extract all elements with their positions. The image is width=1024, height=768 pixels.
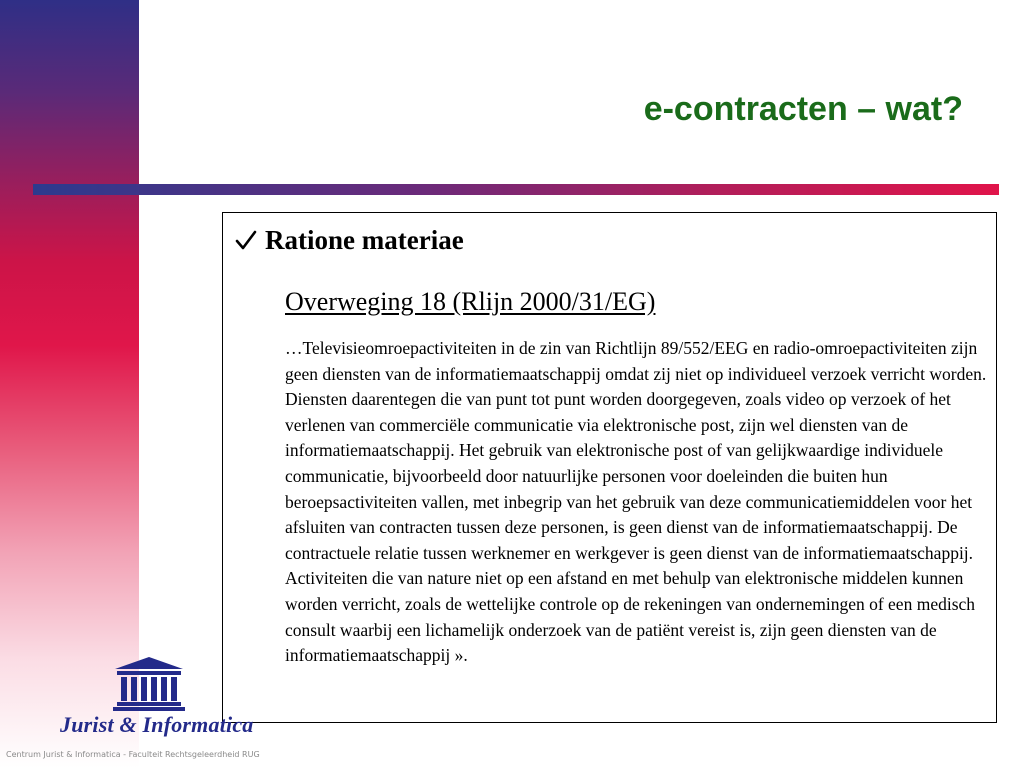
- section-heading: [235, 225, 464, 256]
- subheading-link: Overweging 18 (Rlijn 2000/31/EG): [285, 287, 656, 316]
- checkmark-icon: [235, 229, 257, 251]
- temple-icon: [111, 655, 187, 711]
- footer-text: Centrum Jurist & Informatica - Faculteit Rechtsgeleerdheid RUG: [6, 750, 260, 759]
- logo-text: Jurist & Informatica: [60, 712, 254, 737]
- title-divider-bar: [33, 184, 999, 195]
- body-paragraph: …Televisieomroepactiviteiten in de zin van Richtlijn 89/552/EEG en radio-omroepactiviteiten zijn geen diensten van de informatiemaatschappij omdat zij niet op individueel verzoek verricht worden. Diensten daarentegen die van punt tot punt worden doorgegeven, zoals video op verzoek of het verlenen van commerciële communicatie via elektronische post, zijn wel diensten van de informatiemaatschappij. Het gebruik van elektronische post of van gelijkwaardige individuele communicatie, bijvoorbeeld door natuurlijke personen voor doeleinden die buiten hun beroepsactiviteiten vallen, met inbegrip van het gebruik van deze communicatiemiddelen voor het afsluiten van contracten tussen deze personen, is geen dienst van de informatiemaatschappij. De contractuele relatie tussen werknemer en werkgever is geen dienst van de informatiemaatschappij. Activiteiten die van nature niet op een afstand en met behulp van elektronische middelen kunnen worden verricht, zoals de wettelijke controle op de rekeningen van ondernemingen of een medisch consult waarbij een lichamelijk onderzoek van de patiënt vereist is, zijn geen diensten van de informatiemaatschappij ».: [285, 338, 987, 666]
- section-heading-label: Ratione materiae: [265, 225, 464, 255]
- content-box: [222, 212, 997, 723]
- logo: [58, 652, 254, 744]
- slide-title: e-contracten – wat?: [643, 90, 963, 128]
